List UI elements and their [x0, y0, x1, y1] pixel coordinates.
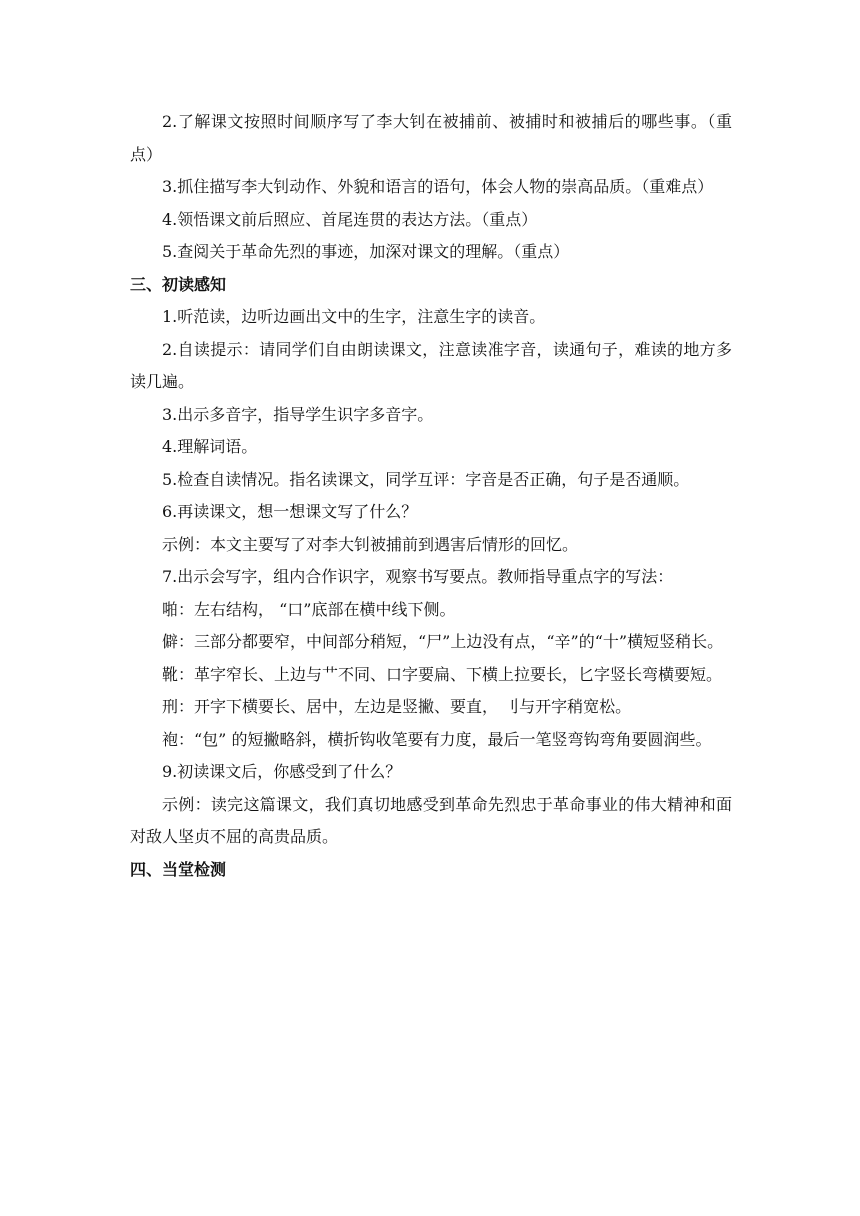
step-7: 7.出示会写字，组内合作识字，观察书写要点。教师指导重点字的写法：	[162, 567, 674, 586]
section-heading-4: 四、当堂检测	[130, 859, 227, 879]
objective-2: 2.了解课文按照时间顺序写了李大钊在被捕前、被捕时和被捕后的哪些事。（重点）	[130, 112, 732, 164]
example-answer-9: 示例：读完这篇课文，我们真切地感受到革命先烈忠于革命事业的伟大精神和面对敌人坚贞不屈的高贵品质。	[130, 794, 732, 846]
objective-4: 4.领悟课文前后照应、首尾连贯的表达方法。（重点）	[162, 209, 538, 229]
step-5: 5.检查自读情况。指名读课文，同学互评：字音是否正确，句子是否通顺。	[162, 469, 690, 489]
section-heading-3: 三、初读感知	[130, 274, 227, 294]
objective-3: 3.抓住描写李大钊动作、外貌和语言的语句，体会人物的崇高品质。（重难点）	[162, 177, 714, 196]
step-3: 3.出示多音字，指导学生识字多音字。	[162, 404, 434, 424]
char-note-pi: 僻：三部分都要窄，中间部分稍短，“尸”上边没有点，“辛”的“十”横短竖稍长。	[162, 632, 724, 651]
step-6: 6.再读课文，想一想课文写了什么？	[162, 502, 418, 521]
step-9: 9.初读课文后，你感受到了什么？	[162, 762, 402, 781]
objective-5: 5.查阅关于革命先烈的事迹，加深对课文的理解。（重点）	[162, 242, 570, 261]
char-note-pao: 袍：“包” 的短撇略斜，横折钩收笔要有力度，最后一笔竖弯钩弯角要圆润些。	[162, 729, 712, 749]
char-note-xing: 刑：开字下横要长、居中，左边是竖撇、要直， 刂与开字稍宽松。	[162, 697, 632, 716]
document-page	[130, 106, 732, 886]
step-2: 2.自读提示：请同学们自由朗读课文，注意读准字音，读通句子，难读的地方多读几遍。	[130, 339, 732, 391]
example-answer-6: 示例：本文主要写了对李大钊被捕前到遇害后情形的回忆。	[162, 534, 579, 554]
char-note-pa: 啪：左右结构， “口”底部在横中线下侧。	[162, 599, 456, 619]
step-4: 4.理解词语。	[162, 437, 258, 456]
char-note-xue: 靴：革字窄长、上边与艹不同、口字要扁、下横上拉要长，匕字竖长弯横要短。	[162, 664, 723, 684]
step-1: 1.听范读，边听边画出文中的生字，注意生字的读音。	[162, 307, 546, 326]
